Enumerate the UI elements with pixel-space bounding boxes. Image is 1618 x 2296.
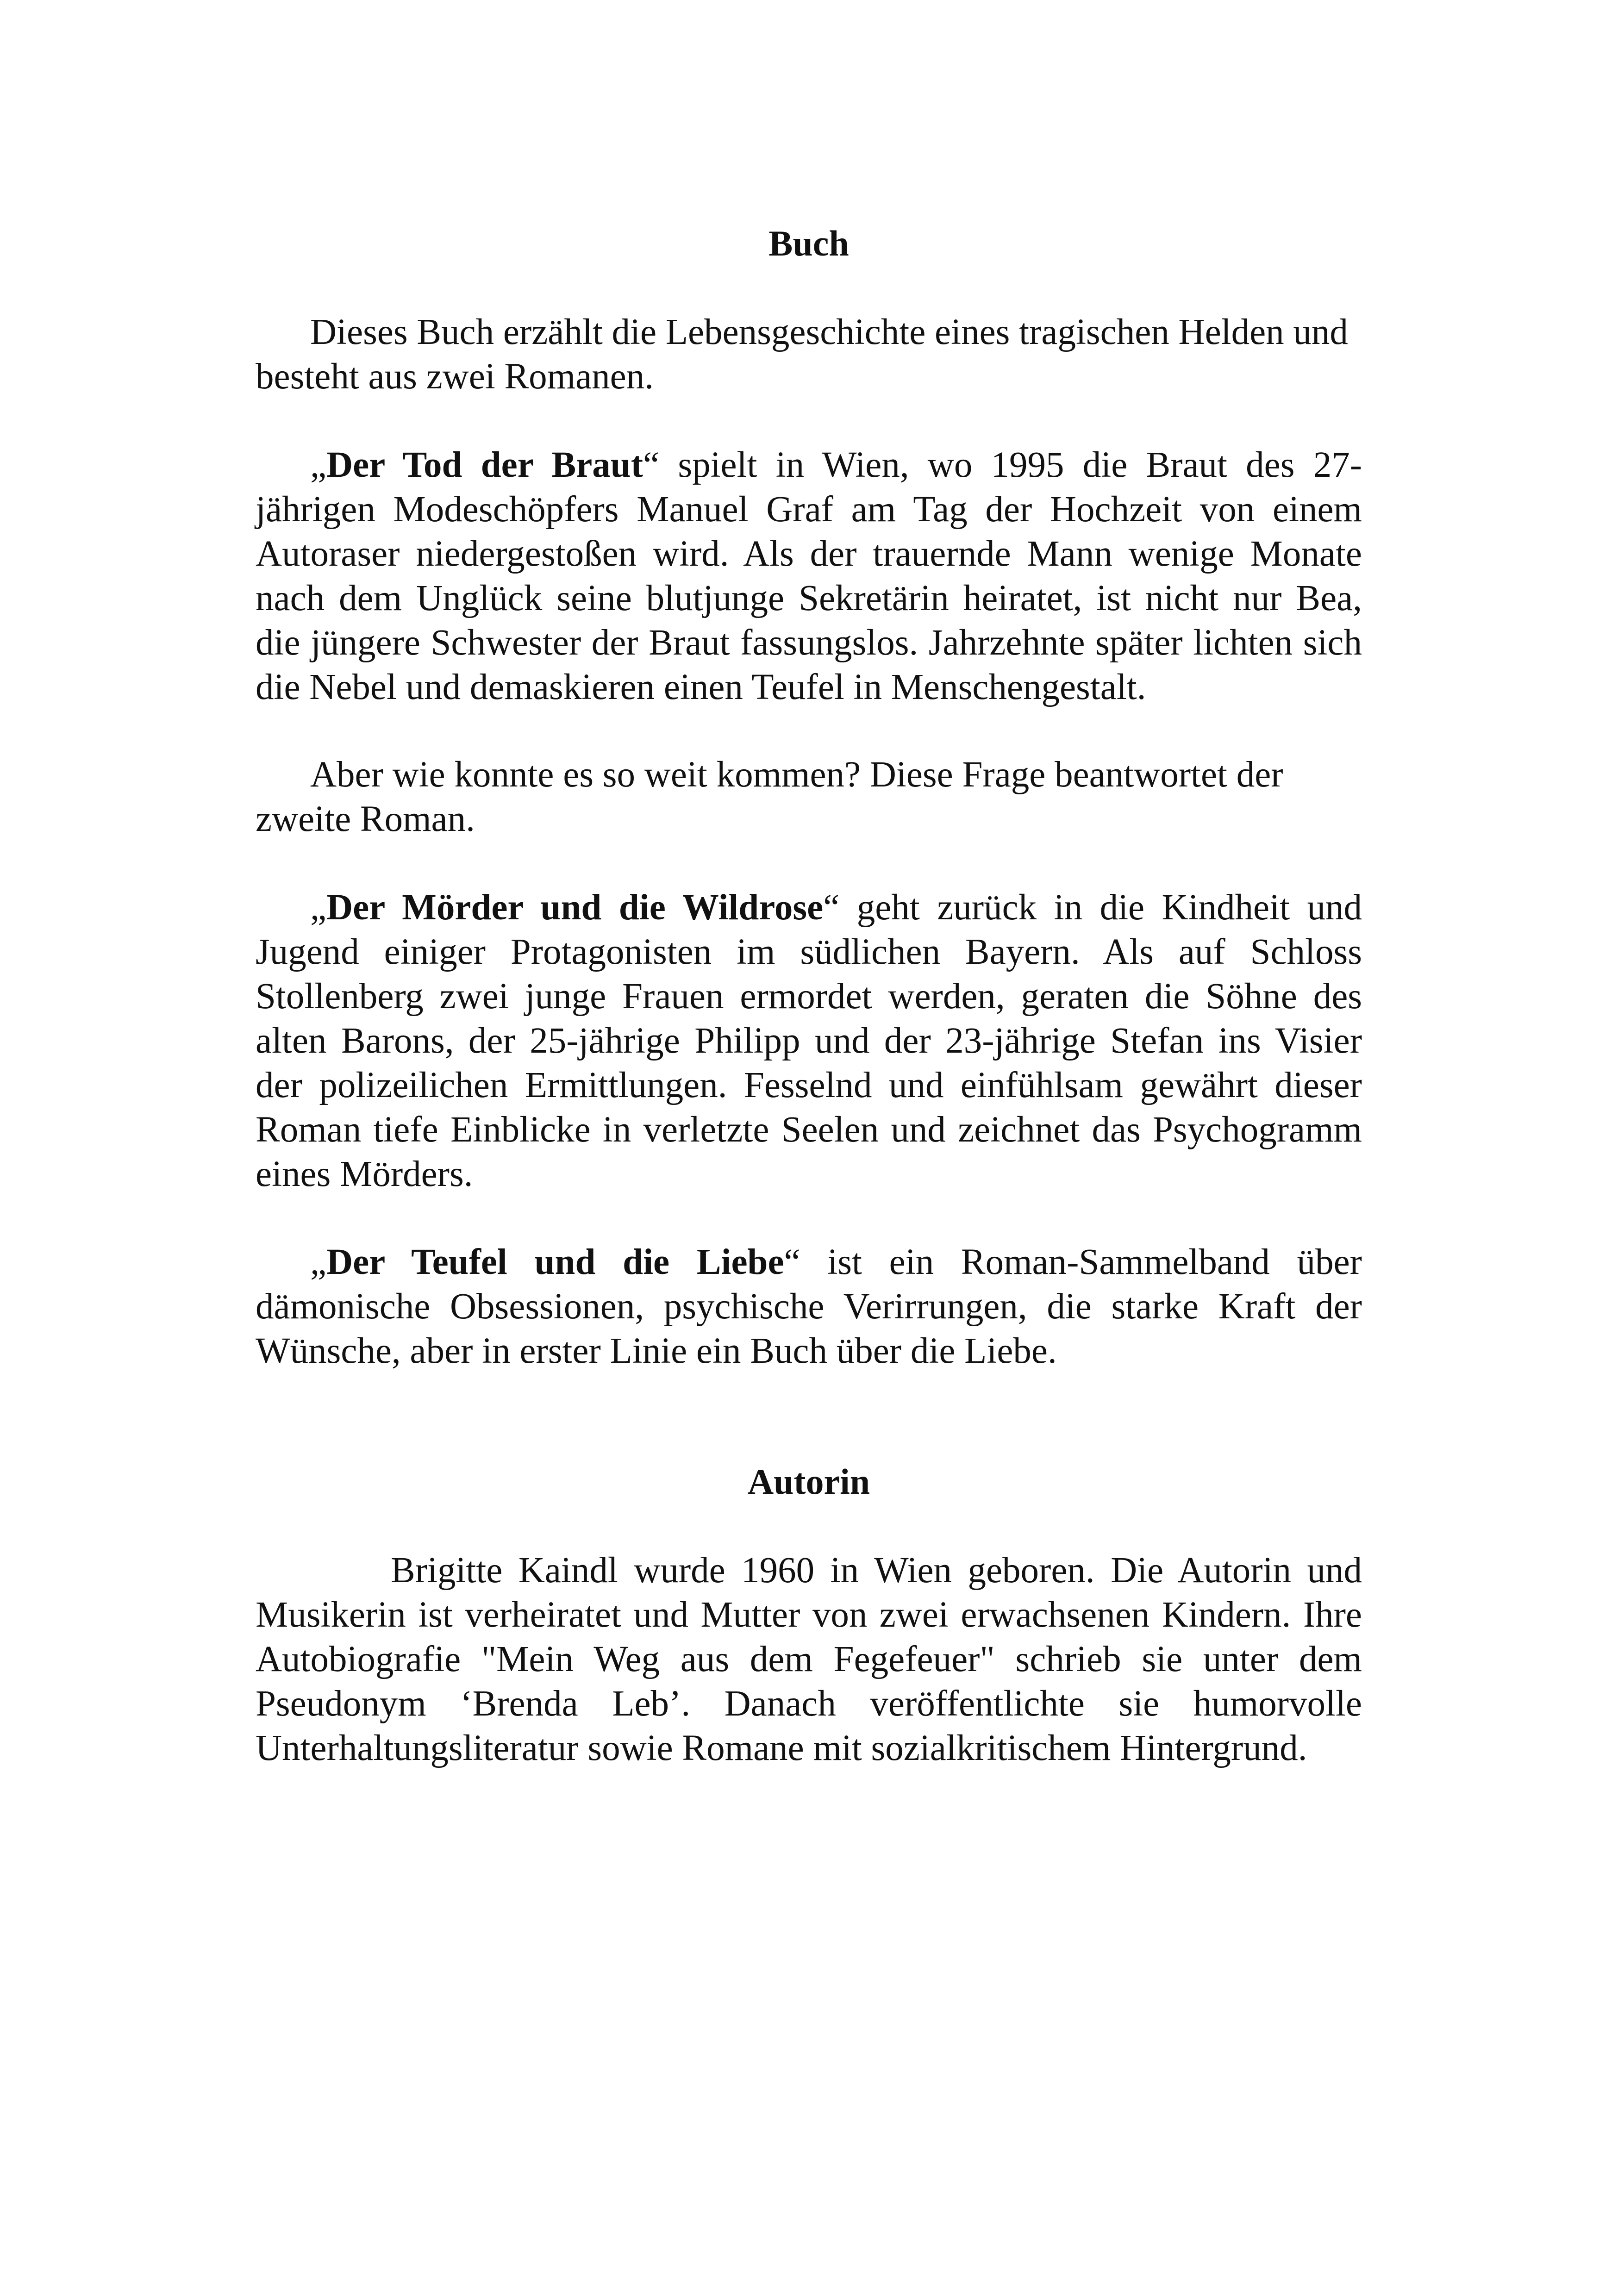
question-paragraph: Aber wie konnte es so weit kommen? Diese Frage beantwortet der zweite Roman. <box>256 755 1283 839</box>
novel-two-paragraph <box>256 886 1362 1197</box>
author-heading: Autorin <box>747 1461 870 1502</box>
author-bio-paragraph: Brigitte Kaindl wurde 1960 in Wien geboren. Die Autorin und Musikerin ist verheiratet und Mutter von zwei erwachsenen Kindern. Ihre Autobiografie "Mein Weg aus dem Fegefeuer" schrieb sie unter dem Pseudonym ‘Brenda Leb’. Danach veröffentlichte sie humorvolle Unterhaltungsliteratur sowie Romane mit sozialkritischem Hintergrund. <box>256 1550 1362 1768</box>
novel-one-open-quote: „ <box>310 445 327 485</box>
novel-one-title: Der Tod der Braut <box>326 445 643 485</box>
novel-one-close-quote: “ <box>643 445 660 485</box>
book-heading: Buch <box>768 223 849 263</box>
novel-two-open-quote: „ <box>310 887 327 928</box>
collection-paragraph <box>256 1240 1362 1373</box>
novel-one-paragraph <box>256 443 1362 710</box>
collection-title: Der Teufel und die Liebe <box>326 1242 784 1282</box>
novel-one-description: spielt in Wien, wo 1995 die Braut des 27-jährigen Modeschöpfers Manuel Graf am Tag der Hochzeit von einem Autoraser niedergestoßen wird. Als der trauernde Mann wenige Monate nach dem Unglück seine blutjunge Sekretärin heiratet, ist nicht nur Bea, die jüngere Schwester der Braut fassungslos. Jahrzehnte später lichten sich die Nebel und demaskieren einen Teufel in Menschengestalt. <box>256 445 1362 707</box>
novel-two-title: Der Mörder und die Wildrose <box>326 887 824 928</box>
collection-close-quote: “ <box>784 1242 800 1282</box>
novel-two-close-quote: “ <box>823 887 840 928</box>
novel-two-description: geht zurück in die Kindheit und Jugend einiger Protagonisten im südlichen Bayern. Als auf Schloss Stollenberg zwei junge Frauen ermordet werden, geraten die Söhne des alten Barons, der 25-jährige Philipp und der 23-jährige Stefan ins Visier der polizeilichen Ermittlungen. Fesselnd und einfühlsam gewährt dieser Roman tiefe Einblicke in verletzte Seelen und zeichnet das Psychogramm eines Mörders. <box>256 887 1362 1194</box>
collection-open-quote: „ <box>310 1242 327 1282</box>
collection-description: ist ein Roman-Sammelband über dämonische Obsessionen, psychische Verirrungen, die starke Kraft der Wünsche, aber in erster Linie ein Buch über die Liebe. <box>256 1242 1362 1371</box>
book-intro-paragraph: Dieses Buch erzählt die Lebensgeschichte eines tragischen Helden und besteht aus zwei Romanen. <box>256 312 1348 397</box>
